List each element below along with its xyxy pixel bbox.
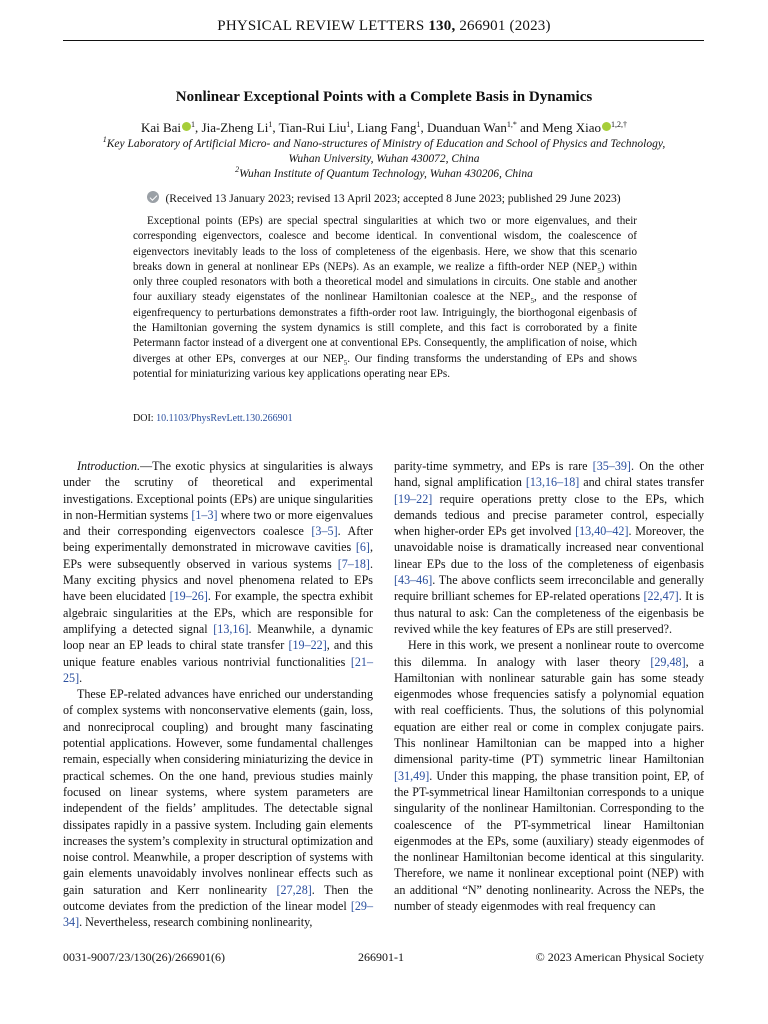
journal-name: PHYSICAL REVIEW LETTERS bbox=[217, 18, 425, 34]
intro-paragraph-2-continued: parity-time symmetry, and EPs is rare [35–39]. On the other hand, signal amplification [13,16–18] and chiral states transfer [19–22] require operations pretty close to the EPs, which demands tedious and precise parameter control, especially when higher-order EPs get involved [13,40–42]. Moreover, the unavoidable noise is dramatically increased near conventional linear EPs due to the loss of the completeness of eigenbasis [43–46]. The above conflicts seem irreconcilable and generally require brilliant schemes for EP-related operations [22,47]. It is thus natural to ask: Can the completeness of the eigenbasis be revived while the key features of EPs are still preserved?. bbox=[394, 459, 704, 636]
header-rule bbox=[63, 40, 704, 41]
author-name: Jia-Zheng Li bbox=[201, 120, 269, 135]
author-affiliation-marker: 1 bbox=[416, 120, 421, 129]
right-column bbox=[394, 458, 704, 914]
citation-link[interactable]: [21–25] bbox=[63, 654, 373, 685]
affiliation-1-address: Wuhan University, Wuhan 430072, China bbox=[288, 153, 480, 165]
received-dates bbox=[0, 191, 768, 205]
author-separator: , bbox=[195, 120, 202, 135]
check-for-updates-icon[interactable] bbox=[147, 191, 159, 203]
citation-link[interactable]: [29,48] bbox=[650, 654, 686, 669]
doi-link[interactable]: 10.1103/PhysRevLett.130.266901 bbox=[156, 413, 293, 424]
intro-paragraph-3: Here in this work, we present a nonlinear route to overcome this dilemma. In analogy with laser theory [29,48], a Hamiltonian with nonlinear saturable gain has some steady eigenmodes whose frequencies satisfy a polynomial equation with real coefficients. Thus, the solutions of this polynomial equation are either real or come in complex conjugate pairs. This nonlinear Hamiltonian can be mapped into a higher dimensional parity-time (PT) symmetric linear Hamiltonian [31,49]. Under this mapping, the phase transition point, EP, of the PT-symmetrical linear Hamiltonian corresponds to a unique singularity of the nonlinear Hamiltonian. Corresponding to the coalescence of the PT-symmetrical linear Hamiltonian eigenmodes at the EPs, some (auxiliary) steady eigenmodes of the nonlinear Hamiltonian become identical at this singularity. Therefore, we name it nonlinear exceptional point (NEP) with an additional “N” denoting nonlinearity. Across the NEPs, the number of steady eigenmodes with real frequency can bbox=[394, 638, 704, 914]
citation-link[interactable]: [13,16–18] bbox=[525, 475, 580, 490]
author-separator: , bbox=[420, 120, 427, 135]
affiliation-2-marker: 2 bbox=[235, 165, 240, 174]
footer-code: 0031-9007/23/130(26)/266901(6) bbox=[63, 950, 225, 964]
author-separator: , bbox=[350, 120, 357, 135]
citation-link[interactable]: [6] bbox=[355, 540, 370, 555]
citation-link[interactable]: [19–22] bbox=[394, 491, 433, 506]
citation-link[interactable]: [13,16] bbox=[213, 621, 249, 636]
author-separator: and bbox=[516, 120, 543, 135]
article-number: 266901 (2023) bbox=[459, 18, 551, 34]
journal-volume: 130, bbox=[428, 18, 456, 34]
author-name: Liang Fang bbox=[356, 120, 417, 135]
citation-link[interactable]: [13,40–42] bbox=[575, 524, 629, 539]
abstract: Exceptional points (EPs) are special spectral singularities at which two or more eigenvalues, and their corresponding eigenvectors, coalesce and become identical. In conventional wisdom, the coalescence of eigenvectors inevitably leads to the loss of completeness of the eigenbasis. Here, we show that this scenario breaks down in general at nonlinear EPs (NEPs). As an example, we realize a fifth-order NEP $(NEP_5)$ within only three coupled resonators with both a theoretical model and simulations in circuits. One stable and another four auxiliary steady eigenstates of the nonlinear Hamiltonian coalesce at the $NEP_5$, and the response of eigenfrequency to perturbations demonstrates a fifth-order root law. Intriguingly, the biorthogonal eigenbasis of the Hamiltonian governing the system dynamics is still complete, and this fact is corroborated by a finite Petermann factor instead of a divergent one at conventional EPs. Consequently, the amplification of noise, which diverges at other EPs, converges at our $NEP_5$. Our finding transforms the understanding of EPs and shows potential for miniaturizing various key applications operating near EPs. bbox=[133, 215, 638, 380]
author-affiliation-marker: 1 bbox=[191, 120, 196, 129]
affiliation-1: $^1$Key Laboratory of Artificial Micro- and Nano-structures of Ministry of Education and School of Physics and Technology, bbox=[102, 135, 666, 150]
citation-link[interactable]: [19–26] bbox=[169, 589, 208, 604]
author-name: Duanduan Wan bbox=[426, 120, 507, 135]
page-number: 266901-1 bbox=[358, 950, 404, 964]
citation-link[interactable]: [27,28] bbox=[276, 882, 312, 897]
affiliation-2: $^2$Wuhan Institute of Quantum Technology, Wuhan 430206, China bbox=[235, 165, 533, 180]
author-affiliation-marker: 1,* bbox=[506, 120, 517, 129]
citation-link[interactable]: [1–3] bbox=[191, 507, 218, 522]
author-name: Meng Xiao bbox=[542, 120, 602, 135]
copyright: © 2023 American Physical Society bbox=[535, 950, 704, 964]
citation-link[interactable]: [35–39] bbox=[592, 459, 631, 473]
doi-label: DOI: bbox=[133, 413, 154, 424]
orcid-icon[interactable] bbox=[602, 122, 611, 131]
citation-link[interactable]: [29–34] bbox=[63, 899, 373, 930]
author-separator: , bbox=[272, 120, 279, 135]
paper-title: Nonlinear Exceptional Points with a Complete Basis in Dynamics bbox=[175, 89, 593, 105]
author-name: Kai Bai bbox=[140, 120, 182, 135]
citation-link[interactable]: [22,47] bbox=[643, 589, 679, 604]
author-affiliation-marker: 1 bbox=[346, 120, 351, 129]
author-name: Tian-Rui Liu bbox=[278, 120, 347, 135]
citation-link[interactable]: [31,49] bbox=[394, 768, 430, 783]
doi bbox=[133, 413, 293, 424]
intro-paragraph-1: Introduction.—The exotic physics at singularities is always under the scrutiny of theoretical and experimental investigations. Exceptional points (EPs) are unique singularities in non-Hermitian systems [1–3] where two or more eigenvalues and their corresponding eigenvectors coalesce [3–5]. After being experimentally demonstrated in microwave cavities [6], EPs were subsequently observed in various systems [7–18]. Many exciting physics and novel phenomena related to EPs have been elucidated [19–26]. For example, the spectra exhibit algebraic singularities at the EPs, which are responsible for amplifying a detected signal [13,16]. Meanwhile, a dynamic loop near an EP leads to chiral state transfer [19–22], and this unique feature enables various nontrivial functionalities [21–25]. bbox=[63, 459, 373, 685]
running-header bbox=[0, 18, 768, 35]
left-column bbox=[63, 458, 373, 931]
citation-link[interactable]: [19–22] bbox=[288, 638, 327, 653]
author-affiliation-marker: 1 bbox=[268, 120, 273, 129]
orcid-icon[interactable] bbox=[182, 122, 191, 131]
affiliation-1-marker: 1 bbox=[102, 135, 107, 144]
intro-paragraph-2: These EP-related advances have enriched our understanding of complex systems with nonconservative elements (gain, loss, and nonreciprocal coupling) and brought many fascinating potential applications. However, some fundamental challenges remain, especially when considering miniaturizing the device in practical schemes. On the one hand, previous studies mainly focused on linear systems, where system parameters are independent of the fields’ amplitudes. The detectable signal dissipates rapidly in a passive system. Including gain elements increases the system’s complexity in structural optimization and noise control. Meanwhile, a proper description of systems with gain elements unavoidably involves nonlinear effects such as gain saturation and Kerr nonlinearity [27,28]. Then the outcome deviates from the prediction of the linear model [29–34]. Nevertheless, research combining nonlinearity, bbox=[63, 687, 373, 930]
received-text: (Received 13 January 2023; revised 13 April 2023; accepted 8 June 2023; published 29 June 2023) bbox=[165, 193, 621, 205]
citation-link[interactable]: [43–46] bbox=[394, 573, 433, 588]
citation-link[interactable]: [3–5] bbox=[311, 524, 338, 539]
author-affiliation-marker: 1,2,† bbox=[611, 120, 628, 129]
citation-link[interactable]: [7–18] bbox=[337, 556, 370, 571]
author-list bbox=[0, 120, 768, 136]
